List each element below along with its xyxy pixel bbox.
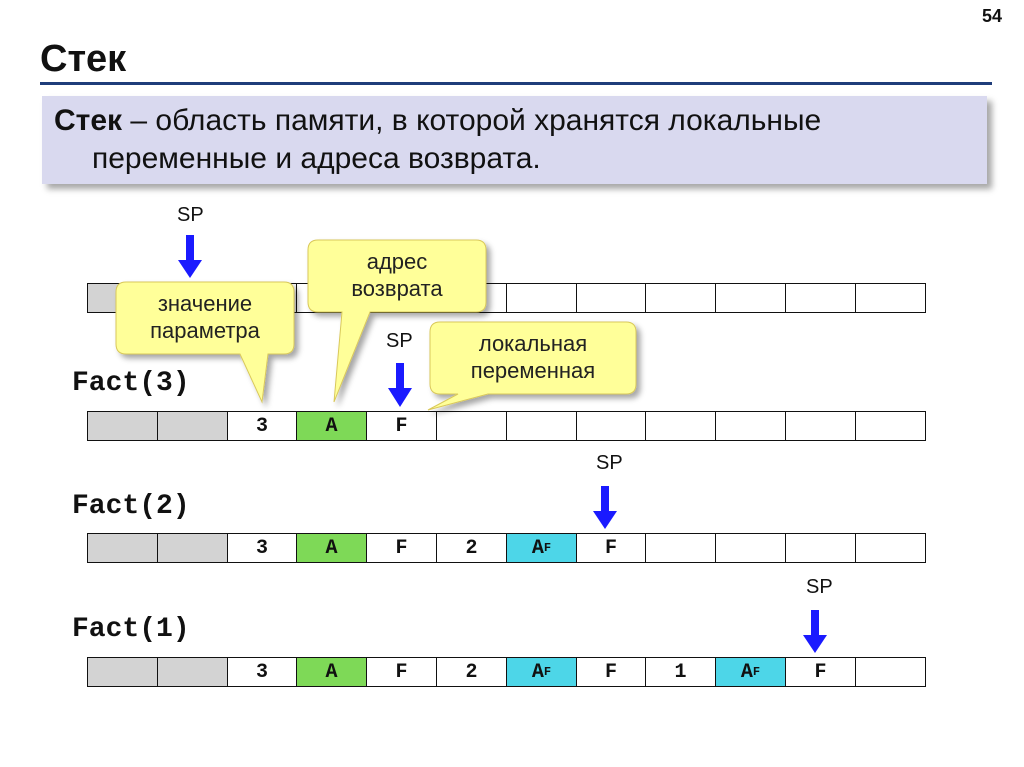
callout-param bbox=[116, 290, 294, 344]
stack-cell: F bbox=[366, 657, 437, 687]
stack-cell: 2 bbox=[436, 533, 507, 563]
stack-cell: A bbox=[296, 411, 367, 441]
row-label-fact1: Fact(1) bbox=[72, 614, 190, 645]
stack-cell: F bbox=[576, 533, 646, 563]
cell-value: A bbox=[531, 660, 544, 684]
slide-title: Стек bbox=[40, 38, 127, 80]
definition-line-2: переменные и адреса возврата. bbox=[92, 142, 541, 175]
page-number: 54 bbox=[981, 6, 1002, 26]
stack-cell: F bbox=[366, 533, 437, 563]
cell-subscript: F bbox=[543, 665, 552, 679]
stack-cell: F bbox=[366, 411, 437, 441]
cell-subscript: F bbox=[543, 541, 552, 555]
sp-arrow-fact1 bbox=[803, 610, 827, 653]
stack-cell: F bbox=[576, 657, 646, 687]
sp-arrow-fact3 bbox=[388, 363, 412, 407]
stack-cell: 2 bbox=[436, 657, 507, 687]
row-label-fact3: Fact(3) bbox=[72, 368, 190, 399]
callout-ret bbox=[308, 248, 486, 302]
stack-cell: 3 bbox=[227, 657, 297, 687]
callout-param-line2: параметра bbox=[150, 318, 260, 343]
cell-value: A bbox=[531, 536, 544, 560]
callout-local-line2: переменная bbox=[470, 358, 596, 383]
stack-cell: 3 bbox=[227, 411, 297, 441]
definition-text-1: – область памяти, в которой хранятся локальные bbox=[122, 104, 822, 137]
definition-term: Стек bbox=[54, 104, 123, 137]
callout-param-line1: значение bbox=[157, 291, 253, 316]
cell-value: A bbox=[740, 660, 753, 684]
callout-local-line1: локальная bbox=[478, 331, 588, 356]
callout-ret-line2: возврата bbox=[351, 276, 443, 301]
sp-label-initial: SP bbox=[177, 204, 204, 226]
sp-label-fact2: SP bbox=[596, 452, 623, 474]
cell-subscript: F bbox=[752, 665, 761, 679]
stack-cell: 1 bbox=[645, 657, 716, 687]
stack-cell: A bbox=[296, 533, 367, 563]
sp-arrow-fact2 bbox=[593, 486, 617, 529]
callout-ret-line1: адрес bbox=[366, 249, 428, 274]
sp-label-fact1: SP bbox=[806, 576, 833, 598]
stack-cell: F bbox=[785, 657, 856, 687]
stack-cell: 3 bbox=[227, 533, 297, 563]
sp-arrow-initial bbox=[178, 235, 202, 278]
callout-local bbox=[430, 330, 636, 384]
sp-label-fact3: SP bbox=[386, 330, 413, 352]
row-label-fact2: Fact(2) bbox=[72, 491, 190, 522]
stack-cell: A bbox=[296, 657, 367, 687]
